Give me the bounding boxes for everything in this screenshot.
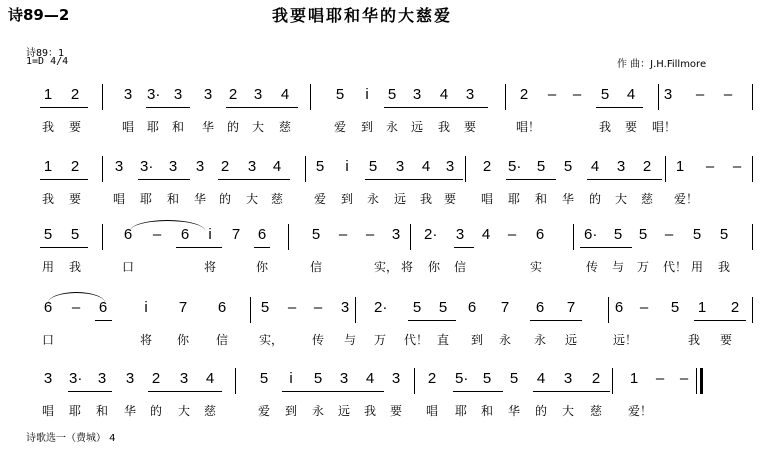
barline	[752, 84, 753, 110]
note: –	[507, 226, 517, 243]
lyric-syllable: 口	[122, 260, 135, 274]
lyric-syllable: 直	[437, 333, 450, 347]
beam-underline	[694, 320, 746, 321]
beam-underline	[384, 107, 488, 108]
barline	[235, 368, 236, 394]
beam-underline	[453, 391, 503, 392]
note: –	[365, 226, 375, 243]
note: 6	[43, 299, 53, 316]
lyric-syllable: 唱	[42, 404, 55, 418]
lyric-syllable: 耶	[508, 192, 521, 206]
lyric-syllable: 你	[177, 333, 190, 347]
note: –	[732, 158, 742, 175]
lyric-syllable: 信	[454, 260, 467, 274]
beam-underline	[580, 247, 632, 248]
lyric-syllable: 代！	[404, 333, 429, 347]
note: 6	[217, 299, 227, 316]
note: 5	[387, 86, 397, 103]
lyric-syllable: 与	[344, 333, 357, 347]
note: 3	[663, 86, 673, 103]
note: 2·	[424, 226, 438, 243]
barline	[355, 297, 356, 323]
lyric-syllable: 慈	[279, 120, 292, 134]
beam-underline	[95, 320, 112, 321]
lyric-syllable: 我	[69, 260, 82, 274]
barline	[696, 368, 697, 394]
note: 6	[614, 299, 624, 316]
barline	[608, 297, 609, 323]
note: 3	[395, 158, 405, 175]
source-footer: 诗歌选一（费城） 4	[26, 433, 116, 444]
song-title: 我要唱耶和华的大慈爱	[272, 6, 453, 25]
beam-underline	[138, 179, 190, 180]
note: 4	[626, 86, 636, 103]
note: 3·	[69, 370, 83, 387]
lyric-syllable: 和	[96, 404, 109, 418]
beam-underline	[176, 247, 222, 248]
note: i	[208, 226, 212, 243]
beam-underline	[506, 179, 556, 180]
lyric-syllable: 远	[338, 404, 351, 418]
lyric-syllable: 华	[194, 192, 207, 206]
lyric-syllable: 将	[140, 333, 153, 347]
lyric-syllable: 华	[508, 404, 521, 418]
beam-underline	[226, 107, 298, 108]
lyric-syllable: 爱！	[628, 404, 653, 418]
barline	[102, 224, 103, 250]
lyric-syllable: 远	[565, 333, 578, 347]
lyric-syllable: 用	[42, 260, 55, 274]
note: –	[338, 226, 348, 243]
note: 5	[259, 370, 269, 387]
barline	[102, 84, 103, 110]
lyric-syllable: 唱！	[516, 120, 541, 134]
note: 3	[173, 86, 183, 103]
note: 3	[465, 86, 475, 103]
note: 2	[591, 370, 601, 387]
note: i	[365, 86, 369, 103]
note: 3·	[140, 158, 154, 175]
lyric-syllable: 信	[216, 333, 229, 347]
note: 3	[203, 86, 213, 103]
lyric-syllable: 我	[718, 260, 731, 274]
note: 3	[253, 86, 263, 103]
note: i	[289, 370, 293, 387]
scripture-reference: 诗89：1	[26, 48, 65, 59]
beam-underline	[454, 247, 474, 248]
note: 7	[566, 299, 576, 316]
note: 5	[670, 299, 680, 316]
lyric-syllable: 到	[361, 120, 374, 134]
lyric-syllable: 代！	[663, 260, 688, 274]
barline	[665, 156, 666, 182]
note: 5·	[508, 158, 522, 175]
note: 6·	[584, 226, 598, 243]
note: 5	[613, 226, 623, 243]
lyric-syllable: 大	[252, 120, 265, 134]
note: 5·	[455, 370, 469, 387]
barline	[573, 224, 574, 250]
note: 4	[439, 86, 449, 103]
note: 1	[43, 158, 53, 175]
note: –	[313, 299, 323, 316]
lyric-syllable: 唱	[122, 120, 135, 134]
page-number-label: 诗89—2	[8, 6, 70, 24]
lyric-syllable: 和	[481, 404, 494, 418]
note: 3	[125, 370, 135, 387]
lyric-syllable: 远	[394, 192, 407, 206]
note: 3	[339, 370, 349, 387]
note: 5	[311, 226, 321, 243]
lyric-syllable: 和	[172, 120, 185, 134]
note: 5	[43, 226, 53, 243]
lyric-syllable: 我	[42, 120, 55, 134]
lyric-syllable: 唱	[481, 192, 494, 206]
note: 2	[151, 370, 161, 387]
note: 6	[98, 299, 108, 316]
lyric-syllable: 传	[312, 333, 325, 347]
note: 5	[563, 158, 573, 175]
note: 5	[260, 299, 270, 316]
note: 1	[697, 299, 707, 316]
note: 2	[427, 370, 437, 387]
lyric-syllable: 将	[401, 260, 414, 274]
note: 3	[114, 158, 124, 175]
lyric-syllable: 我	[688, 333, 701, 347]
lyric-syllable: 要	[390, 404, 403, 418]
lyric-syllable: 慈	[590, 404, 603, 418]
note: 3	[247, 158, 257, 175]
lyric-syllable: 我	[420, 192, 433, 206]
note: 3	[97, 370, 107, 387]
beam-underline	[282, 391, 384, 392]
note: 3	[616, 158, 626, 175]
lyric-syllable: 我	[438, 120, 451, 134]
beam-underline	[254, 247, 270, 248]
lyric-syllable: 要	[464, 120, 477, 134]
lyric-syllable: 我	[364, 404, 377, 418]
barline	[465, 156, 466, 182]
lyric-syllable: 的	[535, 404, 548, 418]
note: 6	[257, 226, 267, 243]
lyric-syllable: 你	[428, 260, 441, 274]
lyric-syllable: 大	[246, 192, 259, 206]
lyric-syllable: 和	[167, 192, 180, 206]
note: 3	[445, 158, 455, 175]
lyric-syllable: 口	[42, 333, 55, 347]
key-signature: 1=D 4/4	[26, 56, 69, 67]
lyric-syllable: 大	[615, 192, 628, 206]
lyric-syllable: 大	[562, 404, 575, 418]
note: –	[695, 86, 705, 103]
lyric-syllable: 永	[386, 120, 399, 134]
note: 3	[412, 86, 422, 103]
note: 3	[340, 299, 350, 316]
lyric-syllable: 到	[285, 404, 298, 418]
note: 5	[536, 158, 546, 175]
lyric-syllable: 我	[599, 120, 612, 134]
barline	[102, 156, 103, 182]
barline	[410, 224, 411, 250]
lyric-syllable: 耶	[140, 192, 153, 206]
lyric-syllable: 我	[42, 192, 55, 206]
note: i	[345, 158, 349, 175]
note: 5	[335, 86, 345, 103]
note: 4	[421, 158, 431, 175]
note: 5	[368, 158, 378, 175]
lyric-syllable: 华	[124, 404, 137, 418]
note: 5	[70, 226, 80, 243]
lyric-syllable: 将	[204, 260, 217, 274]
note: 3	[455, 226, 465, 243]
barline	[752, 224, 753, 250]
note: 4	[272, 158, 282, 175]
note: 2	[70, 158, 80, 175]
note: 2·	[374, 299, 388, 316]
note: 6	[180, 226, 190, 243]
beam-underline	[365, 179, 463, 180]
lyric-syllable: 大	[178, 404, 191, 418]
barline	[310, 84, 311, 110]
barline	[505, 84, 506, 110]
beam-underline	[68, 391, 112, 392]
lyric-syllable: 远！	[613, 333, 638, 347]
lyric-syllable: 慈	[641, 192, 654, 206]
note: 5	[412, 299, 422, 316]
note: 4	[365, 370, 375, 387]
lyric-syllable: 爱	[334, 120, 347, 134]
lyric-syllable: 永	[312, 404, 325, 418]
beam-underline	[408, 320, 456, 321]
note: 2	[482, 158, 492, 175]
lyric-syllable: 唱！	[652, 120, 677, 134]
lyric-syllable: 爱！	[674, 192, 699, 206]
beam-underline	[40, 247, 88, 248]
composer-credit: 作 曲：J.H.Fillmore	[617, 59, 707, 70]
slur	[130, 220, 205, 231]
note: 2	[228, 86, 238, 103]
lyric-syllable: 的	[589, 192, 602, 206]
barline	[288, 224, 289, 250]
note: –	[572, 86, 582, 103]
note: 5	[719, 226, 729, 243]
lyric-syllable: 传	[586, 260, 599, 274]
note: 6	[535, 299, 545, 316]
note: –	[152, 226, 162, 243]
beam-underline	[533, 391, 610, 392]
lyric-syllable: 耶	[69, 404, 82, 418]
lyric-syllable: 唱	[113, 192, 126, 206]
lyric-syllable: 远	[411, 120, 424, 134]
beam-underline	[40, 107, 88, 108]
note: –	[71, 299, 81, 316]
lyric-syllable: 要	[625, 120, 638, 134]
beam-underline	[596, 107, 643, 108]
note: 2	[220, 158, 230, 175]
note: 7	[500, 299, 510, 316]
note: 5	[638, 226, 648, 243]
lyric-syllable: 和	[535, 192, 548, 206]
lyric-syllable: 耶	[147, 120, 160, 134]
note: 3	[563, 370, 573, 387]
lyric-syllable: 要	[444, 192, 457, 206]
beam-underline	[40, 179, 88, 180]
barline	[752, 297, 753, 323]
lyric-syllable: 实	[530, 260, 543, 274]
lyric-syllable: 实，	[259, 333, 284, 347]
note: 3·	[147, 86, 161, 103]
note: 4	[536, 370, 546, 387]
barline	[414, 368, 415, 394]
note: –	[679, 370, 689, 387]
note: 5	[313, 370, 323, 387]
note: 6	[123, 226, 133, 243]
lyric-syllable: 爱	[314, 192, 327, 206]
note: 3	[391, 370, 401, 387]
lyric-syllable: 要	[69, 192, 82, 206]
note: 2	[642, 158, 652, 175]
lyric-syllable: 实，	[374, 260, 399, 274]
lyric-syllable: 的	[219, 192, 232, 206]
lyric-syllable: 的	[150, 404, 163, 418]
note: 1	[629, 370, 639, 387]
lyric-syllable: 永	[499, 333, 512, 347]
note: 4	[590, 158, 600, 175]
lyric-syllable: 永	[534, 333, 547, 347]
lyric-syllable: 用	[691, 260, 704, 274]
note: 3	[43, 370, 53, 387]
note: –	[547, 86, 557, 103]
note: 3	[168, 158, 178, 175]
lyric-syllable: 与	[612, 260, 625, 274]
note: 1	[675, 158, 685, 175]
beam-underline	[530, 320, 582, 321]
lyric-syllable: 耶	[455, 404, 468, 418]
note: 7	[231, 226, 241, 243]
lyric-syllable: 永	[367, 192, 380, 206]
note: 3	[179, 370, 189, 387]
note: 6	[535, 226, 545, 243]
lyric-syllable: 要	[69, 120, 82, 134]
lyric-syllable: 慈	[271, 192, 284, 206]
note: 1	[43, 86, 53, 103]
note: 3	[123, 86, 133, 103]
note: –	[639, 299, 649, 316]
lyric-syllable: 的	[227, 120, 240, 134]
note: 3	[195, 158, 205, 175]
lyric-syllable: 华	[562, 192, 575, 206]
note: 2	[730, 299, 740, 316]
slur	[48, 292, 105, 303]
note: i	[144, 299, 148, 316]
beam-underline	[146, 107, 190, 108]
lyric-syllable: 要	[720, 333, 733, 347]
note: 2	[519, 86, 529, 103]
lyric-syllable: 华	[202, 120, 215, 134]
beam-underline	[587, 179, 662, 180]
note: –	[723, 86, 733, 103]
note: 7	[178, 299, 188, 316]
lyric-syllable: 到	[471, 333, 484, 347]
lyric-syllable: 信	[310, 260, 323, 274]
barline	[752, 156, 753, 182]
lyric-syllable: 唱	[426, 404, 439, 418]
note: –	[664, 226, 674, 243]
note: 5	[315, 158, 325, 175]
note: 5	[692, 226, 702, 243]
note: 5	[509, 370, 519, 387]
note: –	[705, 158, 715, 175]
barline	[305, 156, 306, 182]
lyric-syllable: 爱	[258, 404, 271, 418]
note: 4	[280, 86, 290, 103]
beam-underline	[148, 391, 222, 392]
barline	[250, 297, 251, 323]
note: –	[655, 370, 665, 387]
barline	[612, 368, 613, 394]
lyric-syllable: 到	[341, 192, 354, 206]
note: 4	[481, 226, 491, 243]
note: 5	[438, 299, 448, 316]
lyric-syllable: 万	[374, 333, 387, 347]
final-barline	[700, 368, 703, 394]
lyric-syllable: 慈	[204, 404, 217, 418]
lyric-syllable: 万	[637, 260, 650, 274]
note: 5	[482, 370, 492, 387]
beam-underline	[218, 179, 290, 180]
lyric-syllable: 你	[256, 260, 269, 274]
note: 2	[70, 86, 80, 103]
note: –	[287, 299, 297, 316]
barline	[658, 84, 659, 110]
note: 4	[205, 370, 215, 387]
note: 3	[391, 226, 401, 243]
note: 5	[600, 86, 610, 103]
note: 6	[467, 299, 477, 316]
